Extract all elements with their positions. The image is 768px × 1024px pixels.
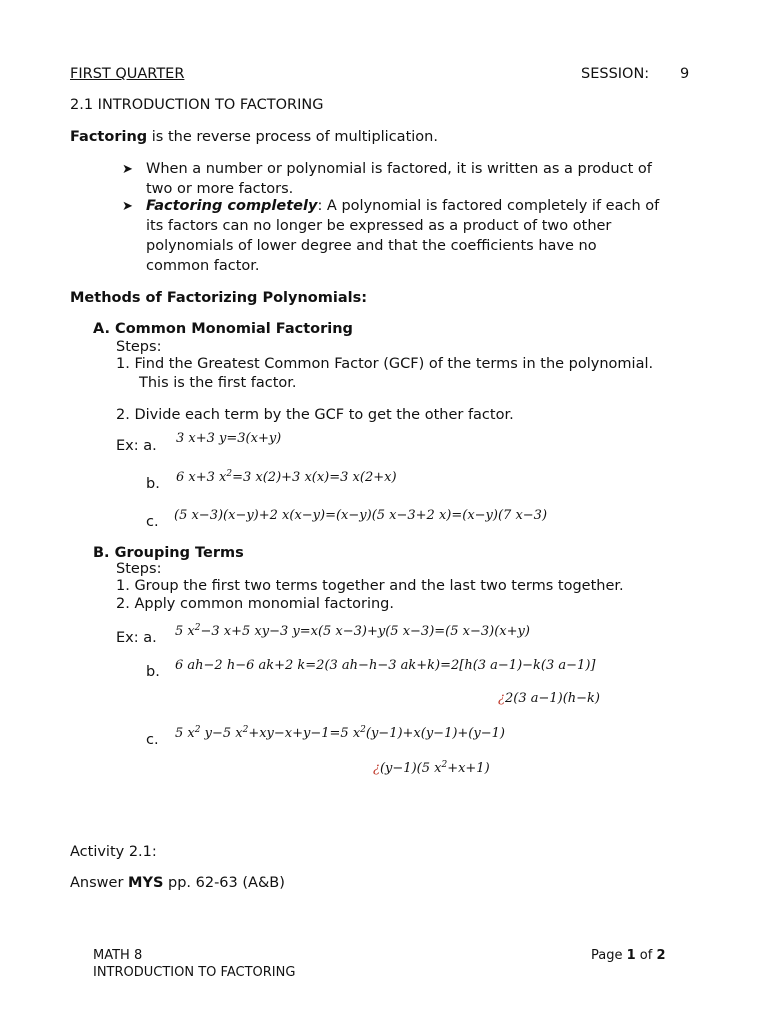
equation-a1: 3 x+3 y=3(x+y) [176,431,282,446]
page-prefix: Page [591,948,627,963]
equation-b3: 5 $x^2$ y−5 $x^2+xy-x+y-1=5$ $x^2(y-1)+x(y-1)+(y-1)$ [175,725,505,741]
equation-b2-result: ¿2(3 a−1)(h−k) [498,691,601,706]
activity-label: Activity 2.1: [70,844,157,860]
quarter-heading: FIRST QUARTER [70,66,185,82]
session-number: 9 [680,66,690,82]
footer-course: MATH 8 [93,948,143,963]
section-b-b-label: b. [146,664,160,680]
page-current: 1 [626,948,636,963]
bullet2-line4: common factor. [146,258,260,274]
section-title: 2.1 INTRODUCTION TO FACTORING [70,97,324,113]
equation-a3: (5 x−3)(x−y)+2 x(x−y)=(x−y)(5 x−3+2 x)=(x−y)(7 x−3) [174,508,548,523]
section-a-step1-cont: This is the first factor. [139,375,297,391]
intro-paragraph [70,129,438,146]
intro-term: Factoring [70,129,148,145]
answer-prefix: Answer [70,875,129,891]
equation-b3-result: ¿(y−1)(5 $x^2+x+1$) [373,760,490,776]
bullet2-line3: polynomials of lower degree and that the coefficients have no [146,238,597,254]
intro-rest: is the reverse process of multiplication. [147,129,438,145]
section-a-ex-label: Ex: a. [116,438,157,454]
bullet2-line1 [146,198,659,215]
section-a-c-label: c. [146,514,159,530]
equation-b1: 5 $x^2-3$ x+5 xy−3 y=x(5 x−3)+y(5 x−3)=(5 x−3)(x+y) [175,623,530,639]
bullet1-line2: two or more factors. [146,181,294,197]
section-a-b-label: b. [146,476,160,492]
section-a-title: A. Common Monomial Factoring [93,321,353,337]
section-b-c-label: c. [146,732,159,748]
section-a-step1: 1. Find the Greatest Common Factor (GCF) of the terms in the polynomial. [116,356,654,372]
answer-pages: pp. 62-63 (A&B) [163,875,285,891]
bullet2-text: : A polynomial is factored completely if each of [317,198,660,214]
page-total: 2 [656,948,666,963]
bullet1-line1: When a number or polynomial is factored, it is written as a product of [146,161,652,177]
section-a-step2: 2. Divide each term by the GCF to get the other factor. [116,407,514,423]
session-label: SESSION: [581,66,650,82]
section-b-steps-label: Steps: [116,561,162,577]
equation-b2: 6 ah−2 h−6 ak+2 k=2(3 ah−h−3 ak+k)=2[h(3 a−1)−k(3 a−1)] [175,658,596,673]
answer-book: MYS [128,875,164,891]
section-b-title: B. Grouping Terms [93,545,244,561]
section-b-step2: 2. Apply common monomial factoring. [116,596,394,612]
section-b-ex-label: Ex: a. [116,630,157,646]
arrow-bullet-icon: ➤ [122,162,133,177]
arrow-bullet-icon: ➤ [122,199,133,214]
bullet2-term: Factoring completely [146,198,318,214]
equation-a2: 6 x+3 $x^2=3$ x(2)+3 x(x)=3 x(2+x) [176,469,397,485]
footer-page-number [591,947,666,964]
activity-answer [70,875,285,892]
methods-title: Methods of Factorizing Polynomials: [70,290,368,306]
footer-topic: INTRODUCTION TO FACTORING [93,965,296,980]
section-b-step1: 1. Group the first two terms together and the last two terms together. [116,578,624,594]
section-a-steps-label: Steps: [116,339,162,355]
bullet2-line2: its factors can no longer be expressed as a product of two other [146,218,612,234]
page-of: of [635,948,657,963]
